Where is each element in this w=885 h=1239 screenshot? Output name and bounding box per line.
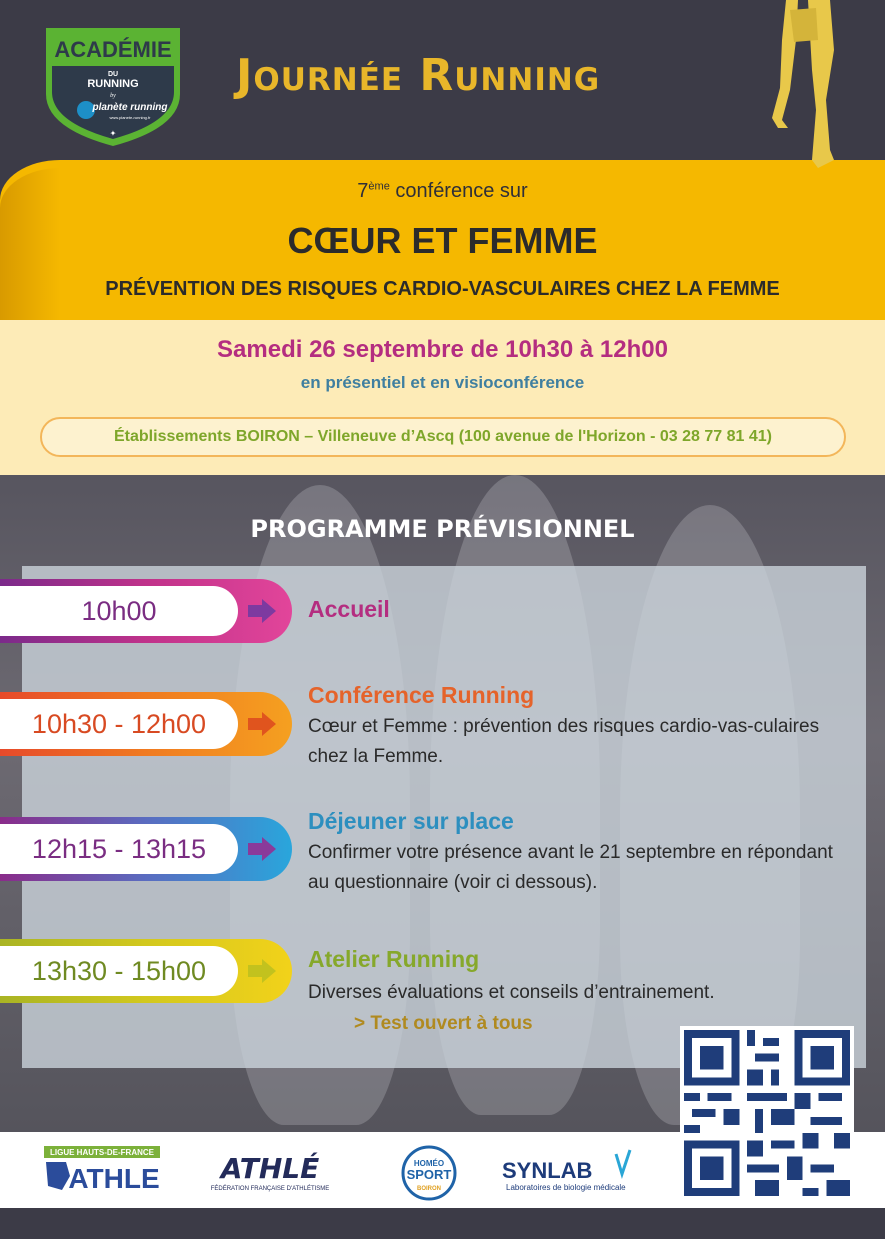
svg-text:HOMÉO: HOMÉO — [413, 1159, 445, 1168]
svg-text:ACADÉMIE: ACADÉMIE — [54, 37, 172, 62]
academie-running-badge — [42, 24, 184, 148]
synlab-logo — [500, 1146, 644, 1194]
conf-superscript: ème — [368, 180, 390, 193]
item-body-2: Cœur et Femme : prévention des risques cardio-vas-culaires chez la Femme. — [308, 716, 820, 767]
svg-text:RUNNING: RUNNING — [87, 78, 139, 90]
item-title-1: Accueil — [308, 596, 390, 622]
page-title: Journée Running — [236, 50, 601, 101]
programme-title: PROGRAMME PRÉVISIONNEL — [250, 515, 635, 543]
homeo-sport-logo — [400, 1144, 458, 1202]
svg-text:ATHLE: ATHLE — [68, 1163, 160, 1194]
svg-text:www.planete-running.fr: www.planete-running.fr — [109, 115, 151, 120]
svg-text:by: by — [110, 93, 116, 99]
conference-subject: CŒUR ET FEMME — [287, 220, 598, 261]
qr-code[interactable] — [680, 1026, 854, 1200]
bottom-band — [0, 1208, 885, 1239]
svg-text:Laboratoires de biologie médic: Laboratoires de biologie médicale — [506, 1183, 626, 1192]
svg-text:FÉDÉRATION FRANÇAISE D'ATHLÉTI: FÉDÉRATION FRANÇAISE D'ATHLÉTISME — [210, 1186, 330, 1192]
svg-text:planète running: planète running — [92, 102, 168, 113]
svg-text:BOIRON: BOIRON — [417, 1186, 441, 1192]
svg-text:SPORT: SPORT — [406, 1167, 452, 1182]
ligue-athle-logo — [44, 1146, 160, 1194]
time-label-4: 13h30 - 15h00 — [0, 946, 238, 996]
time-pill-4 — [0, 939, 292, 1003]
arrow-right-icon — [248, 837, 276, 861]
ffa-athle-logo — [192, 1150, 348, 1194]
academie-badge-icon — [42, 24, 184, 148]
runner-illustration-icon — [768, 0, 848, 172]
time-label-2: 10h30 - 12h00 — [0, 699, 238, 749]
conference-subtitle: PRÉVENTION DES RISQUES CARDIO-VASCULAIRES CHEZ LA FEMME — [105, 278, 780, 300]
time-label-3: 12h15 - 13h15 — [0, 824, 238, 874]
arrow-right-icon — [248, 959, 276, 983]
conference-line — [0, 180, 885, 203]
svg-text:SYNLAB: SYNLAB — [502, 1158, 593, 1183]
arrow-right-icon — [248, 599, 276, 623]
event-mode: en présentiel et en visioconférence — [300, 373, 585, 392]
test-note: > Test ouvert à tous — [354, 1013, 533, 1034]
item-body-3: Confirmer votre présence avant le 21 septembre en répondant au questionnaire (voir ci dessous). — [308, 842, 833, 893]
event-date: Samedi 26 septembre de 10h30 à 12h00 — [217, 336, 668, 363]
time-pill-1 — [0, 579, 292, 643]
svg-text:DU: DU — [107, 71, 119, 78]
qr-code-icon — [684, 1030, 850, 1196]
arrow-right-icon — [248, 712, 276, 736]
svg-text:ATHLÉ: ATHLÉ — [220, 1152, 320, 1185]
time-pill-2 — [0, 692, 292, 756]
item-title-4: Atelier Running — [308, 946, 480, 972]
svg-text:LIGUE HAUTS-DE-FRANCE: LIGUE HAUTS-DE-FRANCE — [50, 1148, 154, 1157]
conf-text: conférence sur — [389, 180, 528, 202]
time-label-1: 10h00 — [0, 586, 238, 636]
svg-text:✦: ✦ — [109, 129, 117, 138]
time-pill-3 — [0, 817, 292, 881]
item-title-2: Conférence Running — [308, 682, 535, 708]
conf-ordinal: 7 — [357, 180, 369, 202]
item-title-3: Déjeuner sur place — [308, 808, 514, 834]
event-venue: Établissements BOIRON – Villeneuve d’Ascq (100 avenue de l'Horizon - 03 28 77 81 41) — [40, 417, 846, 457]
item-body-4: Diverses évaluations et conseils d’entrainement. — [308, 982, 715, 1003]
